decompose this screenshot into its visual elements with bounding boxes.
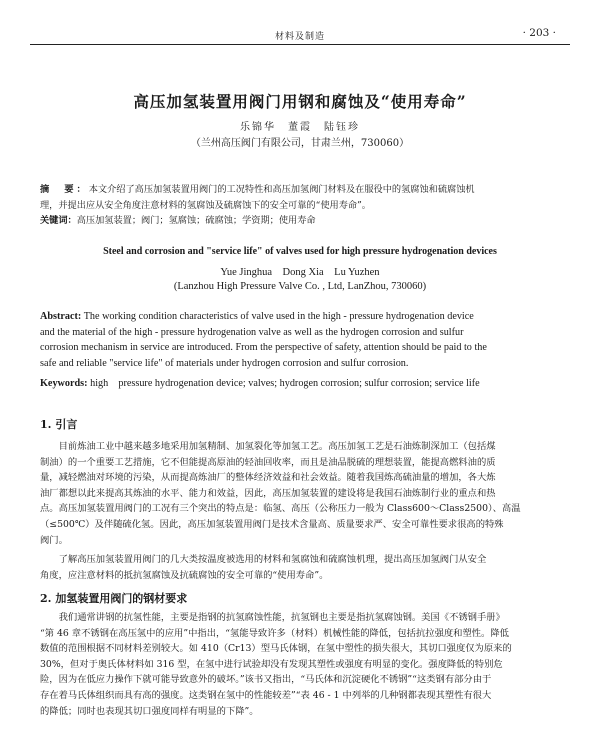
abstract-en-line: corrosion mechanism in service are introduced. From the perspective of safety, attention should be paid to the [40, 342, 487, 353]
text-line: 制油）的一个重要工艺措施，它不但能提高原油的轻油回收率，而且是油品脱硫的理想装置，能提高燃料油的质 [40, 456, 496, 468]
text-line: 险，因为在低应力操作下就可能导致意外的破坏。”该书又指出，“马氏体和沉淀硬化不锈钢”“这类钢有部分由于 [40, 674, 492, 686]
header-rule [30, 44, 570, 45]
abstract-cn-label: 摘 要： [40, 184, 89, 195]
abstract-en [40, 309, 560, 371]
journal-header: 材料及制造 [274, 32, 325, 42]
affiliation-cn: （兰州高压阀门有限公司，甘肃兰州，730060） [190, 138, 410, 149]
abstract-cn-line: 本文介绍了高压加氢装置用阀门的工况特性和高压加氢阀门材料及在服役中的氢腐蚀和硫腐蚀机 [88, 184, 475, 195]
section-1-paragraph-1 [40, 439, 560, 548]
text-line: 存在着马氏体组织而具有高的强度。这类钢在氢中的性能较差”“表 46 - 1 中列举的几种钢都表现其塑性有很大 [40, 689, 492, 701]
authors-en: Yue Jinghua Dong Xia Lu Yuzhen [220, 267, 380, 278]
abstract-cn [40, 182, 560, 213]
text-line: 油厂都想以此来提高其炼油的水平、能力和效益，因此，高压加氢装置的建设将是我国石油炼制行业的重点和热 [40, 487, 496, 499]
section-1-paragraph-2 [40, 552, 560, 583]
abstract-en-line: and the material of the high - pressure hydrogenation valve as well as the hydrogen corrosion and sulfur [40, 326, 464, 338]
text-line: “第 46 章不锈钢在高压氢中的应用”中指出，“氢能导致许多（材料）机械性能的降低，包括抗拉强度和塑性。降低 [40, 627, 509, 639]
abstract-cn-line: 理，并提出应从安全角度注意材料的氢腐蚀及硫腐蚀下的安全可靠的“使用寿命”。 [40, 199, 371, 211]
keywords-en-text: high pressure hydrogenation device; valves; hydrogen corrosion; sulfur corrosion; service life [90, 378, 480, 389]
section-2-paragraph-1 [40, 610, 560, 719]
authors-cn: 乐锦华 董霞 陆钰珍 [240, 122, 360, 133]
text-line: 目前炼油工业中越来越多地采用加氢精制、加氢裂化等加氢工艺。高压加氢工艺是石油炼制深加工（包括煤 [58, 441, 496, 452]
text-line: 了解高压加氢装置用阀门的几大类按温度被选用的材料和氢腐蚀和硫腐蚀机理，提出高压加氢阀门从安全 [58, 554, 487, 565]
text-line: 的降低；同时也表现其切口强度同样有明显的下降”。 [40, 705, 259, 717]
text-line: 角度，应注意材料的抵抗氢腐蚀及抗硫腐蚀的安全可靠的“使用寿命”。 [40, 569, 329, 581]
abstract-en-label: Abstract: [40, 311, 82, 322]
text-line: 点。高压加氢装置用阀门的工况有三个突出的特点是：临氢、高压（公称压力一般为 Class600～Class2500）、高温 [40, 503, 521, 515]
text-line: 数值的范围根据不同材料差别较大。如 410（Cr13）型马氏体钢，在氢中塑性的损失很大，其切口强度仅为原来的 [40, 643, 512, 655]
page-number: · 203 · [522, 27, 556, 39]
keywords-en-label: Keywords: [40, 378, 88, 389]
keywords-cn-text: 高压加氢装置；阀门；氢腐蚀；硫腐蚀；学资期；使用寿命 [76, 215, 316, 226]
paper-title-en: Steel and corrosion and "service life" of valves used for high pressure hydrogenation devices [103, 246, 497, 257]
section-2-heading: 2. 加氢装置用阀门的钢材要求 [40, 592, 188, 605]
text-line: 我们通常讲钢的抗氢性能，主要是指钢的抗氢腐蚀性能，抗氢钢也主要是指抗氢腐蚀钢。美国《不锈钢手册》 [58, 612, 505, 623]
abstract-en-line: safe and reliable "service life" of materials under hydrogen corrosion and sulfur corrosion. [40, 357, 409, 369]
text-line: 量，减轻燃油对环境的污染，从而提高炼油厂的整体经济效益和社会效益。随着我国炼高硫油量的增加，各大炼 [40, 472, 496, 484]
abstract-en-line: The working condition characteristics of valve used in the high - pressure hydrogenation device [83, 311, 474, 322]
text-line: 阀门。 [40, 534, 68, 546]
text-line: （≤500℃）及伴随硫化氢。因此，高压加氢装置用阀门是技术含量高、质量要求严、安全可靠性要求很高的特殊 [40, 518, 504, 530]
affiliation-en: (Lanzhou High Pressure Valve Co. , Ltd, LanZhou, 730060) [173, 281, 427, 292]
text-line: 30%，但对于奥氏体材料如 316 型，在氢中进行试验却没有发现其塑性或强度有明显的变化。强度降低的特别危 [40, 658, 503, 670]
keywords-cn [40, 212, 560, 226]
keywords-en [40, 374, 560, 389]
section-1-heading: 1. 引言 [40, 418, 78, 431]
paper-title: 高压加氢装置用阀门用钢和腐蚀及“使用寿命” [133, 92, 467, 111]
keywords-cn-label: 关键词： [40, 215, 77, 226]
